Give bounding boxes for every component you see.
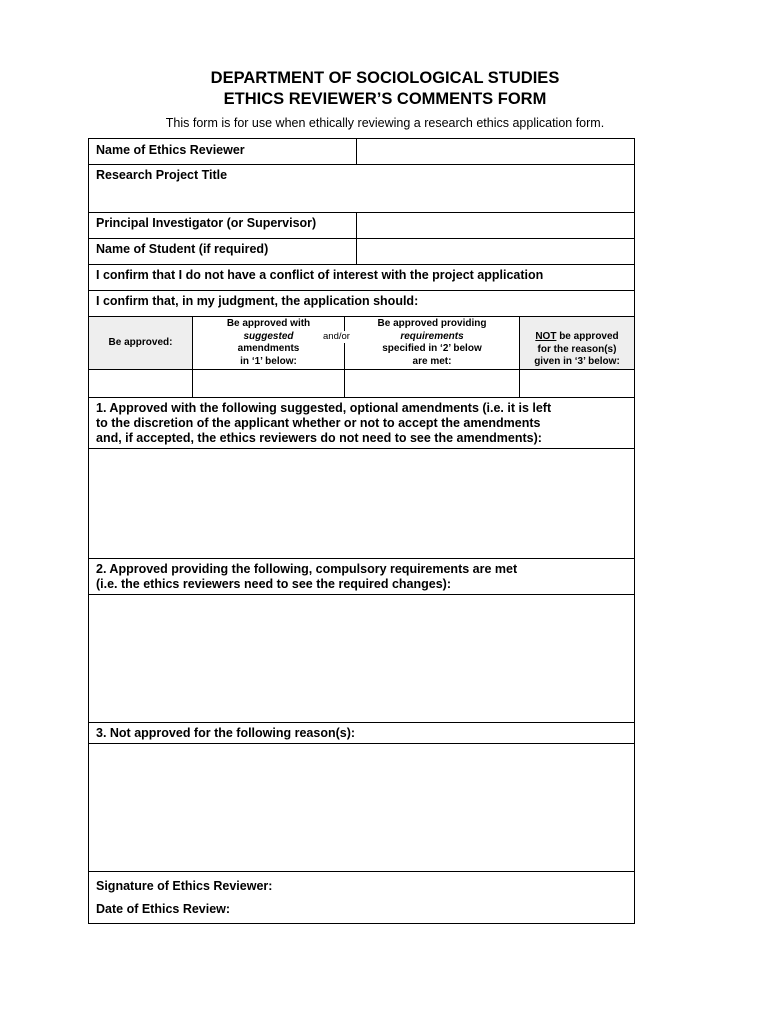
section-1-heading: 1. Approved with the following suggested, optional amendments (i.e. it is left to the discretion of the applicant whether or not to accept the amendments and, if accepted, the ethics reviewers do not need to see the amendments):	[96, 401, 552, 445]
reviewer-name-label: Name of Ethics Reviewer	[96, 143, 245, 157]
signature-label: Signature of Ethics Reviewer:	[96, 879, 273, 893]
project-title-label: Research Project Title	[96, 168, 228, 182]
section-3-heading: 3. Not approved for the following reason(s):	[96, 726, 356, 740]
section-2-comments-area[interactable]	[90, 595, 634, 722]
suggested-amendments-checkbox-cell[interactable]	[193, 370, 344, 397]
not-approved-checkbox-cell[interactable]	[520, 370, 634, 397]
row-divider	[89, 871, 634, 872]
row-divider	[89, 397, 634, 398]
section-3-comments-area[interactable]	[90, 744, 634, 871]
row-divider	[89, 290, 634, 291]
option-suggested-label: Be approved with suggested amendments in ‘1’ below:	[226, 318, 311, 367]
form-subtitle: This form is for use when ethically reviewing a research ethics application form.	[165, 116, 605, 130]
approved-checkbox-cell[interactable]	[90, 370, 192, 397]
form-title-line-1: DEPARTMENT OF SOCIOLOGICAL STUDIES	[210, 69, 560, 87]
reviewer-name-field[interactable]	[357, 140, 634, 164]
review-date-field[interactable]	[269, 899, 629, 921]
project-title-field[interactable]	[249, 165, 634, 212]
and-or-connector: and/or	[320, 331, 353, 343]
option-not-approved-label: NOT be approved for the reason(s) given in ‘3’ below:	[534, 331, 620, 367]
row-divider	[89, 558, 634, 559]
form-title-line-2: ETHICS REVIEWER’S COMMENTS FORM	[223, 90, 547, 108]
review-date-label: Date of Ethics Review:	[96, 902, 231, 916]
judgment-statement: I confirm that, in my judgment, the application should:	[96, 294, 419, 308]
student-name-field[interactable]	[357, 239, 634, 264]
ethics-review-form	[88, 138, 635, 924]
principal-investigator-field[interactable]	[357, 213, 634, 238]
principal-investigator-label: Principal Investigator (or Supervisor)	[96, 216, 317, 230]
student-name-label: Name of Student (if required)	[96, 242, 269, 256]
row-divider	[89, 264, 634, 265]
option-requirements-label: Be approved providing requirements specified in ‘2’ below are met:	[377, 318, 487, 367]
row-divider	[89, 722, 634, 723]
signature-field[interactable]	[299, 875, 629, 897]
requirements-checkbox-cell[interactable]	[345, 370, 519, 397]
conflict-of-interest-statement: I confirm that I do not have a conflict of interest with the project application	[96, 268, 544, 282]
section-2-heading: 2. Approved providing the following, compulsory requirements are met (i.e. the ethics reviewers need to see the required changes):	[96, 562, 518, 591]
section-1-comments-area[interactable]	[90, 449, 634, 558]
option-approved-label: Be approved:	[108, 337, 173, 348]
